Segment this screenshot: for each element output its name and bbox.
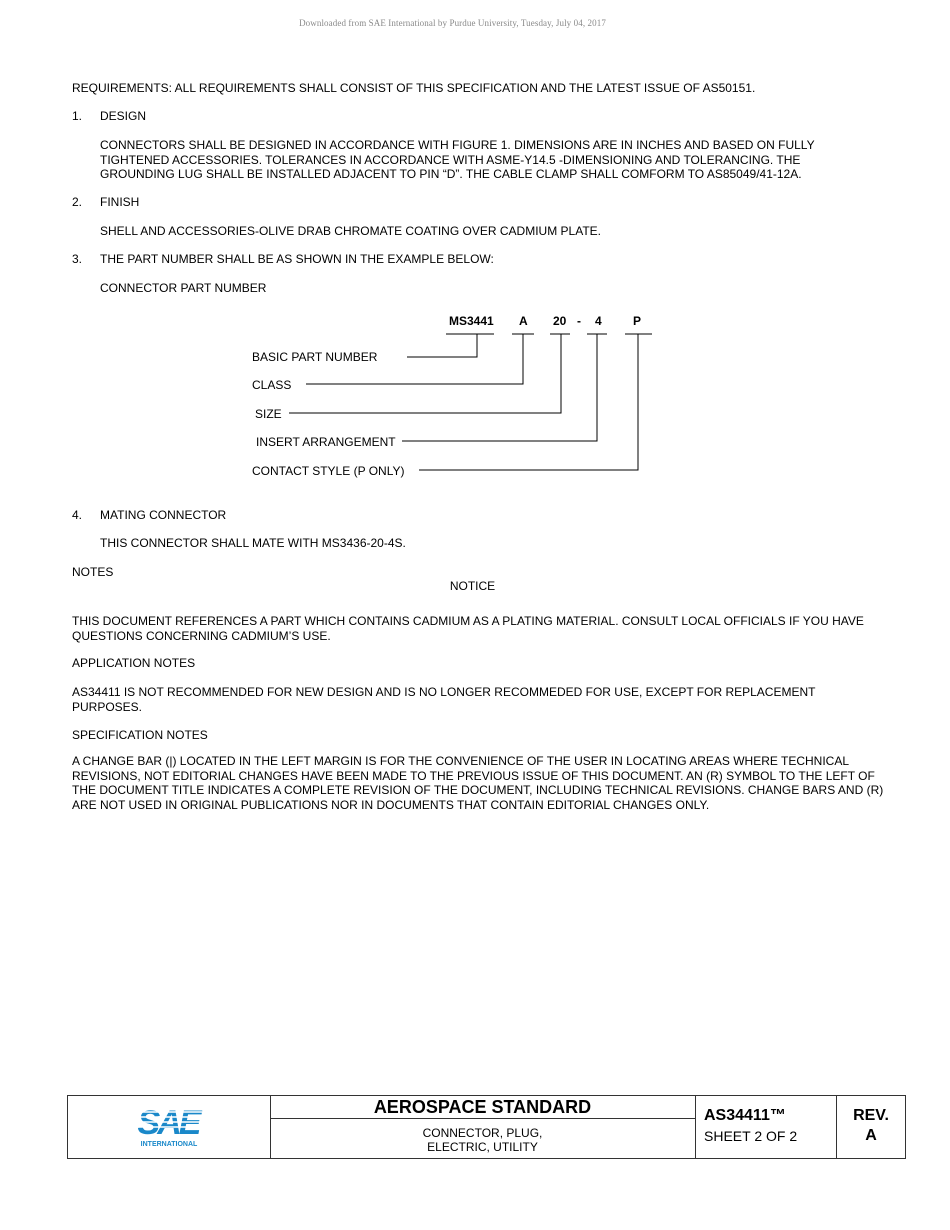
section-2-number: 2. (72, 195, 83, 209)
label-contact-style: CONTACT STYLE (P ONLY) (252, 464, 405, 478)
rev-label-text: REV. (853, 1107, 889, 1124)
pn-segment-basic: MS3441 (449, 314, 494, 328)
subtitle-line-2: ELECTRIC, UTILITY (427, 1140, 538, 1154)
section-1-body: CONNECTORS SHALL BE DESIGNED IN ACCORDANCE WITH FIGURE 1. DIMENSIONS ARE IN INCHES AND BASED ON FULLY TIGHTENED ACCESSORIES. TOLERANCES IN ACCORDANCE WITH ASME-Y14.5 -DIMENSIONING AND TOLERANCING. THE GROUNDING LUG SHALL BE INSTALLED ADJACENT TO PIN “D”. THE CABLE CLAMP SHALL COMFORM TO AS85049/41-12A. (100, 138, 815, 181)
sae-logo (68, 1096, 270, 1158)
section-1-heading: DESIGN (100, 109, 147, 123)
section-3-number: 3. (72, 252, 83, 266)
label-size: SIZE (255, 407, 282, 421)
specification-notes-body: A CHANGE BAR (|) LOCATED IN THE LEFT MARGIN IS FOR THE CONVENIENCE OF THE USER IN LOCATING AREAS WHERE TECHNICAL REVISIONS, NOT EDITORIAL CHANGES HAVE BEEN MADE TO THE PREVIOUS ISSUE OF THIS DOCUMENT. AN (R) SYMBOL TO THE LEFT OF THE DOCUMENT TITLE INDICATES A COMPLETE REVISION OF THE DOCUMENT, INCLUDING TECHNICAL REVISIONS. CHANGE BARS AND (R) ARE NOT USED IN ORIGINAL PUBLICATIONS NOR IN DOCUMENTS THAT CONTAIN EDITORIAL CHANGES ONLY. (72, 754, 884, 812)
subtitle-line-1: CONNECTOR, PLUG, (422, 1126, 543, 1140)
pn-segment-size: 20 (553, 314, 567, 328)
section-2-heading: FINISH (100, 195, 140, 209)
revision-cell (836, 1096, 906, 1158)
pn-segment-dash: - (577, 314, 581, 328)
section-3-heading: THE PART NUMBER SHALL BE AS SHOWN IN THE EXAMPLE BELOW: (100, 252, 494, 266)
section-4-heading: MATING CONNECTOR (100, 508, 227, 522)
pn-segment-contact: P (633, 314, 642, 328)
application-notes-body: AS34411 IS NOT RECOMMENDED FOR NEW DESIGN AND IS NO LONGER RECOMMEDED FOR USE, EXCEPT FOR REPLACEMENT PURPOSES. (72, 685, 816, 714)
revision-label (836, 1106, 906, 1146)
sae-logo-text: SAE (137, 1104, 199, 1142)
specification-notes-heading: SPECIFICATION NOTES (72, 728, 208, 742)
connector-part-number-label: CONNECTOR PART NUMBER (100, 281, 267, 295)
document-number: AS34411™ (704, 1107, 786, 1124)
title-block (67, 1095, 906, 1159)
label-basic-part-number: BASIC PART NUMBER (252, 350, 378, 364)
standard-title: AEROSPACE STANDARD (270, 1096, 695, 1119)
section-4-number: 4. (72, 508, 83, 522)
notes-heading: NOTES (72, 565, 114, 579)
pn-segment-class: A (519, 314, 528, 328)
label-insert-arrangement: INSERT ARRANGEMENT (256, 435, 396, 449)
title-cell (270, 1096, 696, 1158)
notice-title: NOTICE (449, 579, 496, 593)
sae-logo-subtext: INTERNATIONAL (140, 1141, 198, 1148)
sheet-number: SHEET 2 OF 2 (704, 1128, 798, 1144)
download-watermark: Downloaded from SAE International by Purdue University, Tuesday, July 04, 2017 (299, 18, 606, 28)
rev-value: A (865, 1127, 877, 1144)
pn-segment-insert: 4 (595, 314, 602, 328)
application-notes-heading: APPLICATION NOTES (72, 656, 196, 670)
standard-subtitle (270, 1126, 695, 1154)
section-2-body: SHELL AND ACCESSORIES-OLIVE DRAB CHROMATE COATING OVER CADMIUM PLATE. (100, 224, 601, 238)
label-class: CLASS (252, 378, 292, 392)
section-4-body: THIS CONNECTOR SHALL MATE WITH MS3436-20-4S. (100, 536, 406, 550)
section-1-number: 1. (72, 109, 83, 123)
document-number-cell (695, 1096, 837, 1158)
part-number-diagram (240, 310, 670, 482)
sae-logo-cell (68, 1096, 271, 1158)
requirements-text: REQUIREMENTS: ALL REQUIREMENTS SHALL CONSIST OF THIS SPECIFICATION AND THE LATEST ISSUE OF AS50151. (72, 81, 756, 95)
notice-body: THIS DOCUMENT REFERENCES A PART WHICH CONTAINS CADMIUM AS A PLATING MATERIAL. CONSULT LOCAL OFFICIALS IF YOU HAVE QUESTIONS CONCERNING CADMIUM’S USE. (72, 614, 864, 643)
